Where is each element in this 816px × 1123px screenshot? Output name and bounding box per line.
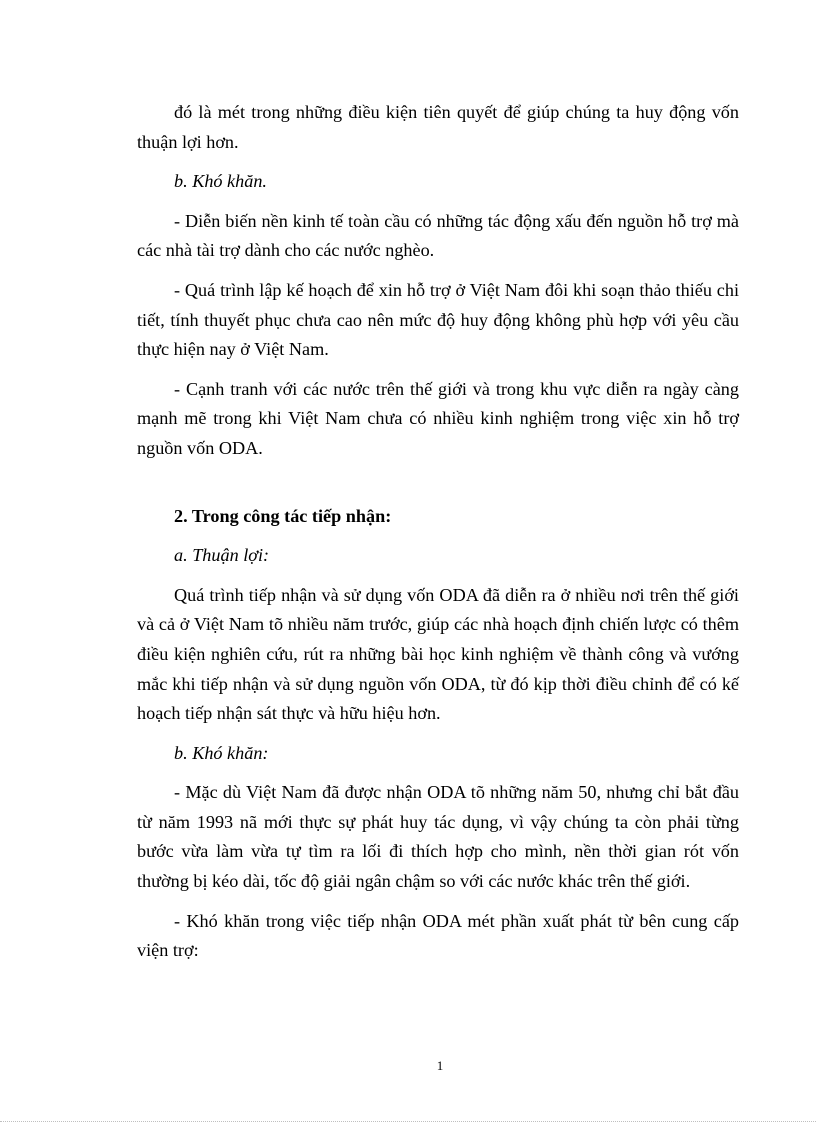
subheading-reception-difficulties: b. Khó khăn: <box>174 742 269 763</box>
paragraph-global-economy: - Diễn biến nền kinh tế toàn cầu có những tác động xấu đến nguồn hỗ trợ mà các nhà tài trợ dành cho các nước nghèo. <box>137 210 739 261</box>
page-number: 1 <box>436 1058 444 1073</box>
subheading-difficulties: b. Khó khăn. <box>174 171 267 192</box>
document-body <box>137 98 739 976</box>
paragraph-oda-history: - Mặc dù Việt Nam đã được nhận ODA tõ những năm 50, nhưng chỉ bắt đầu từ năm 1993 nã mới thực sự phát huy tác dụng, vì vậy chúng ta còn phải từng bước vừa làm vừa tự tìm ra lối đi thích hợp cho mình, nền thời gian rót vốn thường bị kéo dài, tốc độ giải ngân chậm so với các nước khác trên thế giới. <box>137 782 739 892</box>
page-bottom-border <box>0 1121 816 1122</box>
paragraph-planning: - Quá trình lập kế hoạch để xin hỗ trợ ở Việt Nam đôi khi soạn thảo thiếu chi tiết, tính thuyết phục chưa cao nên mức độ huy động không phù hợp với yêu cầu thực hiện nay ở Việt Nam. <box>137 279 739 360</box>
section-heading-reception: 2. Trong công tác tiếp nhận: <box>174 505 392 526</box>
paragraph-oda-experience: Quá trình tiếp nhận và sử dụng vốn ODA đã diễn ra ở nhiều nơi trên thế giới và cả ở Việt Nam tõ nhiều năm trước, giúp các nhà hoạch định chiến lược có thêm điều kiện nghiên cứu, rút ra những bài học kinh nghiệm về thành công và vướng mắc khi tiếp nhận và sử dụng nguồn vốn ODA, từ đó kịp thời điều chỉnh để có kế hoạch tiếp nhận sát thực và hữu hiệu hơn. <box>137 584 739 724</box>
paragraph-aid-provider: - Khó khăn trong việc tiếp nhận ODA mét phần xuất phát từ bên cung cấp viện trợ: <box>137 910 739 961</box>
paragraph-competition: - Cạnh tranh với các nước trên thế giới và trong khu vực diễn ra ngày càng mạnh mẽ trong khi Việt Nam chưa có nhiều kinh nghiệm trong việc xin hỗ trợ nguồn vốn ODA. <box>137 378 739 458</box>
paragraph-intro: đó là mét trong những điều kiện tiên quyết để giúp chúng ta huy động vốn thuận lợi hơn. <box>137 102 739 152</box>
subheading-advantages: a. Thuận lợi: <box>174 545 270 566</box>
